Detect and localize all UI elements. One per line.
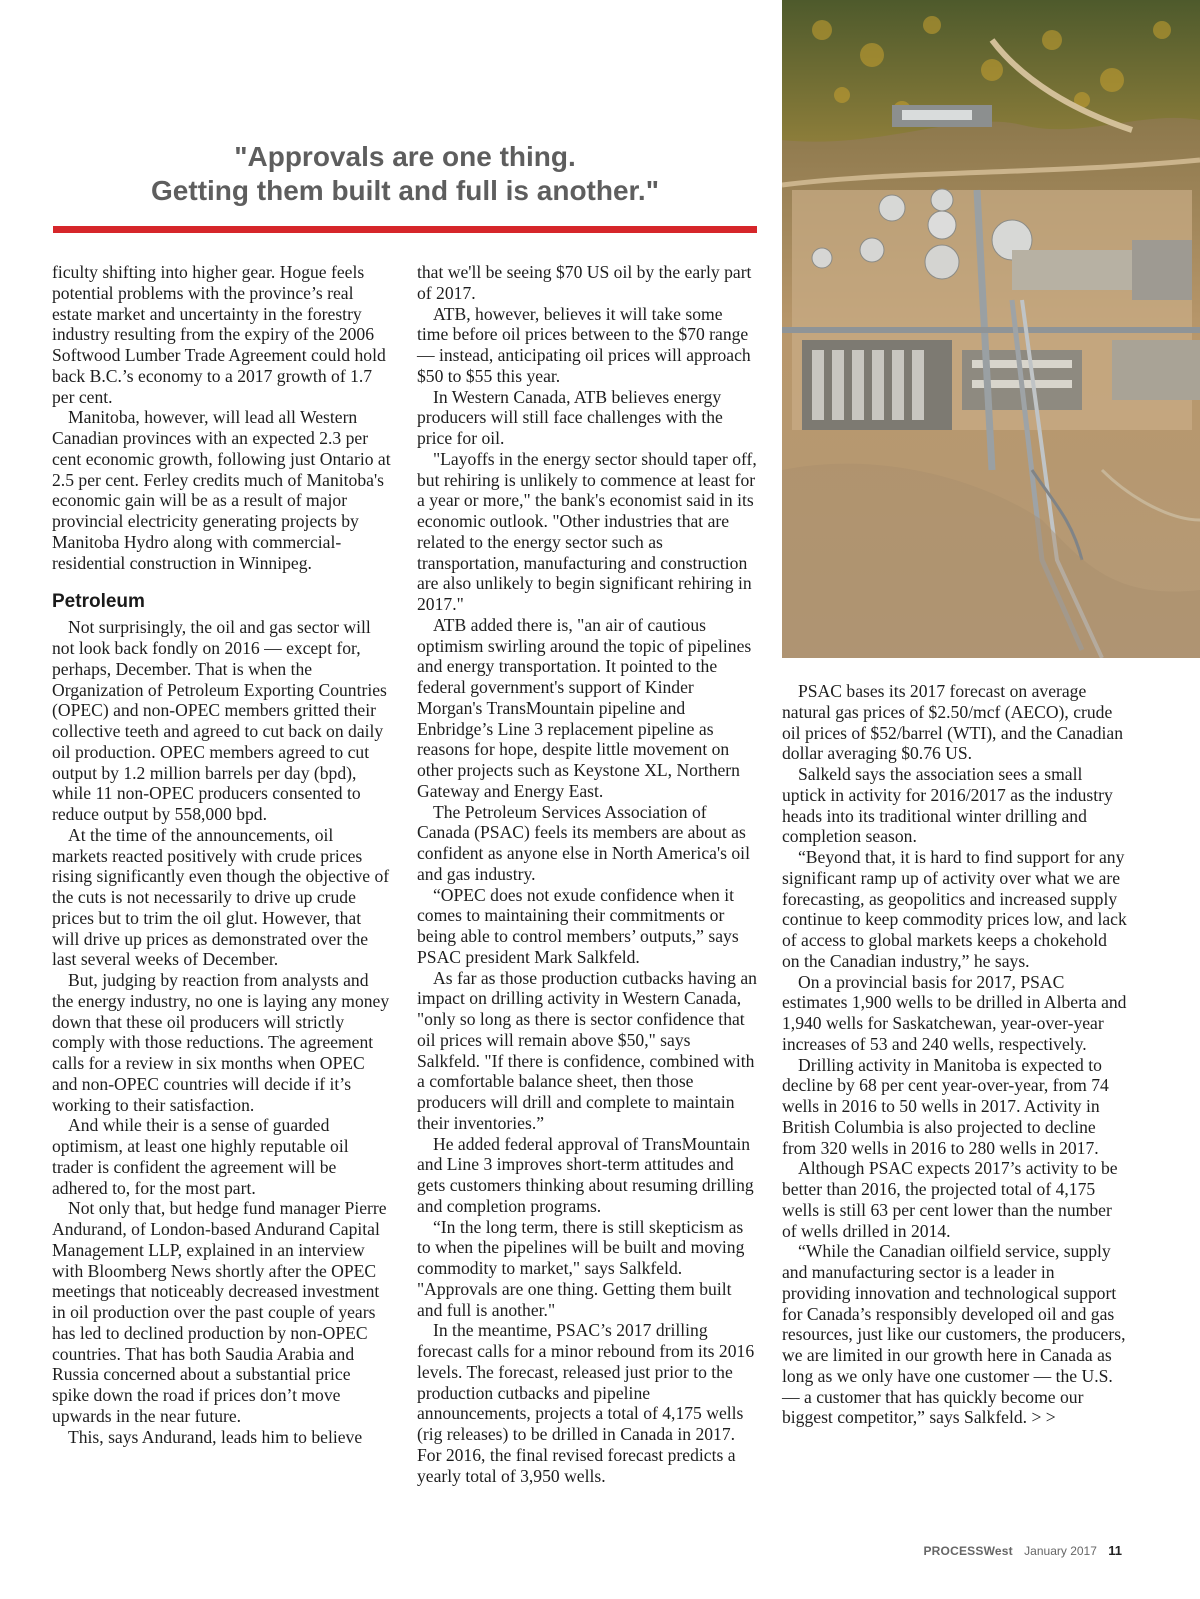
paragraph: “While the Canadian oilfield service, supply and manufacturing sector is a leader in providing innovation and technological support for Canada’s responsibly developed oil and gas resources, just like our customers, the producers, we are limited in our growth here in Canada as long as we only have one customer — the U.S. — a customer that has quickly become our biggest competitor,” says Salkfeld. > >: [782, 1241, 1126, 1428]
paragraph: “OPEC does not exude confidence when it comes to maintaining their commitments or being able to control members’ outputs,” says PSAC president Mark Salkfeld.: [417, 884, 739, 967]
page-number: 11: [1108, 1543, 1122, 1558]
page-footer: [923, 1543, 1122, 1558]
paragraph: This, says Andurand, leads him to believe: [68, 1426, 363, 1447]
paragraph: Drilling activity in Manitoba is expected to decline by 68 per cent year-over-year, from 74 wells in 2016 to 50 wells in 2017. Activity in British Columbia is also projected to decline from 320 wells in 2016 to 280 wells in 2017.: [782, 1054, 1109, 1158]
column-3: [782, 681, 1127, 1428]
pull-quote-line-2: Getting them built and full is another.": [151, 175, 659, 206]
pull-quote: [50, 140, 760, 208]
paragraph: He added federal approval of TransMountain and Line 3 improves short-term attitudes and gets customers thinking about resuming drilling and completion programs.: [417, 1133, 754, 1216]
paragraph: ficulty shifting into higher gear. Hogue feels potential problems with the province’s real estate market and uncertainty in the forestry industry resulting from the expiry of the 2006 Softwood Lumber Trade Agreement could hold back B.C.’s economy to a 2017 growth of 1.7 per cent.: [52, 262, 386, 407]
paragraph: ATB added there is, "an air of cautious optimism swirling around the topic of pipelines and energy transportation. It pointed to the federal government's support of Kinder Morgan's TransMountain pipeline and Enbridge’s Line 3 replacement pipeline as reasons for hope, despite little movement on other projects such as Keystone XL, Northern Gateway and Energy East.: [417, 614, 752, 801]
paragraph: And while their is a sense of guarded optimism, at least one highly reputable oil trader is confident the agreement will be adhered to, for the most part.: [52, 1115, 349, 1198]
paragraph: PSAC bases its 2017 forecast on average natural gas prices of $2.50/mcf (AECO), crude oil prices of $52/barrel (WTI), and the Canadian dollar averaging $0.76 US.: [782, 681, 1123, 764]
paragraph: “Beyond that, it is hard to find support for any significant ramp up of activity over what we are forecasting, as geopolitics and increased supply continue to keep commodity prices low, and lack of access to global markets keeps a chokehold on the Canadian industry,” he says.: [782, 847, 1127, 971]
column-2: [417, 262, 757, 1486]
paragraph: “In the long term, there is still skepticism as to when the pipelines will be built and moving commodity to market," says Salkfeld. "Approvals are one thing. Getting them built and full is another.": [417, 1216, 745, 1320]
photo-illustration: [782, 0, 1200, 658]
paragraph: Not surprisingly, the oil and gas sector will not look back fondly on 2016 — except for, perhaps, December. That is when the Organization of Petroleum Exporting Countries (OPEC) and non-OPEC members gritted their collective teeth and agreed to cut back on daily oil production. OPEC members agreed to cut output by 1.2 million barrels per day (bpd), while 11 non-OPEC producers consented to reduce output by 558,000 bpd.: [52, 617, 387, 824]
paragraph: The Petroleum Services Association of Canada (PSAC) feels its members are about as confident as anyone else in North America's oil and gas industry.: [417, 801, 750, 884]
paragraph: But, judging by reaction from analysts and the energy industry, no one is laying any money down that these oil producers will strictly comply with those reductions. The agreement calls for a review in six months when OPEC and non-OPEC countries will decide if it’s working to their satisfaction.: [52, 970, 390, 1115]
paragraph: Salkeld says the association sees a small uptick in activity for 2016/2017 as the industry heads into its traditional winter drilling and completion season.: [782, 764, 1113, 847]
paragraph: At the time of the announcements, oil markets reacted positively with crude prices rising significantly even though the objective of the cuts is not necessarily to drive up crude prices but to trim the oil glut. However, that will drive up prices as demonstrated over the last several weeks of December.: [52, 824, 390, 970]
issue-date: January 2017: [1024, 1544, 1097, 1558]
paragraph: In Western Canada, ATB believes energy producers will still face challenges with the price for oil.: [417, 386, 723, 448]
paragraph: On a provincial basis for 2017, PSAC estimates 1,900 wells to be drilled in Alberta and 1,940 wells for Saskatchewan, year-over-year increases of 53 and 240 wells, respectively.: [782, 971, 1127, 1054]
aerial-photo-oil-facility-icon: [782, 0, 1200, 658]
pull-quote-line-1: "Approvals are one thing.: [234, 141, 576, 172]
paragraph: In the meantime, PSAC’s 2017 drilling forecast calls for a minor rebound from its 2016 levels. The forecast, released just prior to the production cutbacks and pipeline announcements, projects a total of 4,175 wells (rig releases) to be drilled in Canada in 2017. For 2016, the final revised forecast predicts a yearly total of 3,950 wells.: [417, 1320, 755, 1486]
paragraph: "Layoffs in the energy sector should taper off, but rehiring is unlikely to commence at least for a year or more," the bank's economist said in its economic outlook. "Other industries that are related to the energy sector such as transportation, manufacturing and construction are also unlikely to begin significant rehiring in 2017.": [417, 448, 757, 614]
red-divider: [53, 226, 757, 233]
paragraph: ATB, however, believes it will take some time before oil prices between to the $70 range — instead, anticipating oil prices will approach $50 to $55 this year.: [417, 303, 751, 386]
brand-light: West: [983, 1544, 1013, 1558]
paragraph: Manitoba, however, will lead all Western Canadian provinces with an expected 2.3 per cent economic growth, following just Ontario at 2.5 per cent. Ferley credits much of Manitoba's economic gain will be as a result of major provincial electricity generating projects by Manitoba Hydro along with commercial-residential construction in Winnipeg.: [52, 407, 391, 573]
paragraph: As far as those production cutbacks having an impact on drilling activity in Western Canada, "only so long as there is sector confidence that oil prices will remain above $50," says Salkfeld. "If there is confidence, combined with a comfortable balance sheet, then those producers will drill and complete to maintain their inventories.”: [417, 967, 757, 1133]
paragraph: that we'll be seeing $70 US oil by the early part of 2017.: [417, 262, 752, 303]
section-heading-petroleum: Petroleum: [52, 591, 145, 613]
brand-bold: PROCESS: [923, 1544, 984, 1558]
publication-name: [923, 1544, 1012, 1558]
paragraph: Although PSAC expects 2017’s activity to be better than 2016, the projected total of 4,175 wells is still 63 per cent lower than the number of wells drilled in 2014.: [782, 1158, 1118, 1241]
paragraph: Not only that, but hedge fund manager Pierre Andurand, of London-based Andurand Capital Management LLP, explained in an interview with Bloomberg News shortly after the OPEC meetings that noticeably decreased investment in oil production over the past couple of years has led to declined production by non-OPEC countries. That has both Saudia Arabia and Russia concerned about a substantial price spike down the road if prices don’t move upwards in the near future.: [52, 1198, 387, 1426]
column-1: [52, 262, 392, 1447]
